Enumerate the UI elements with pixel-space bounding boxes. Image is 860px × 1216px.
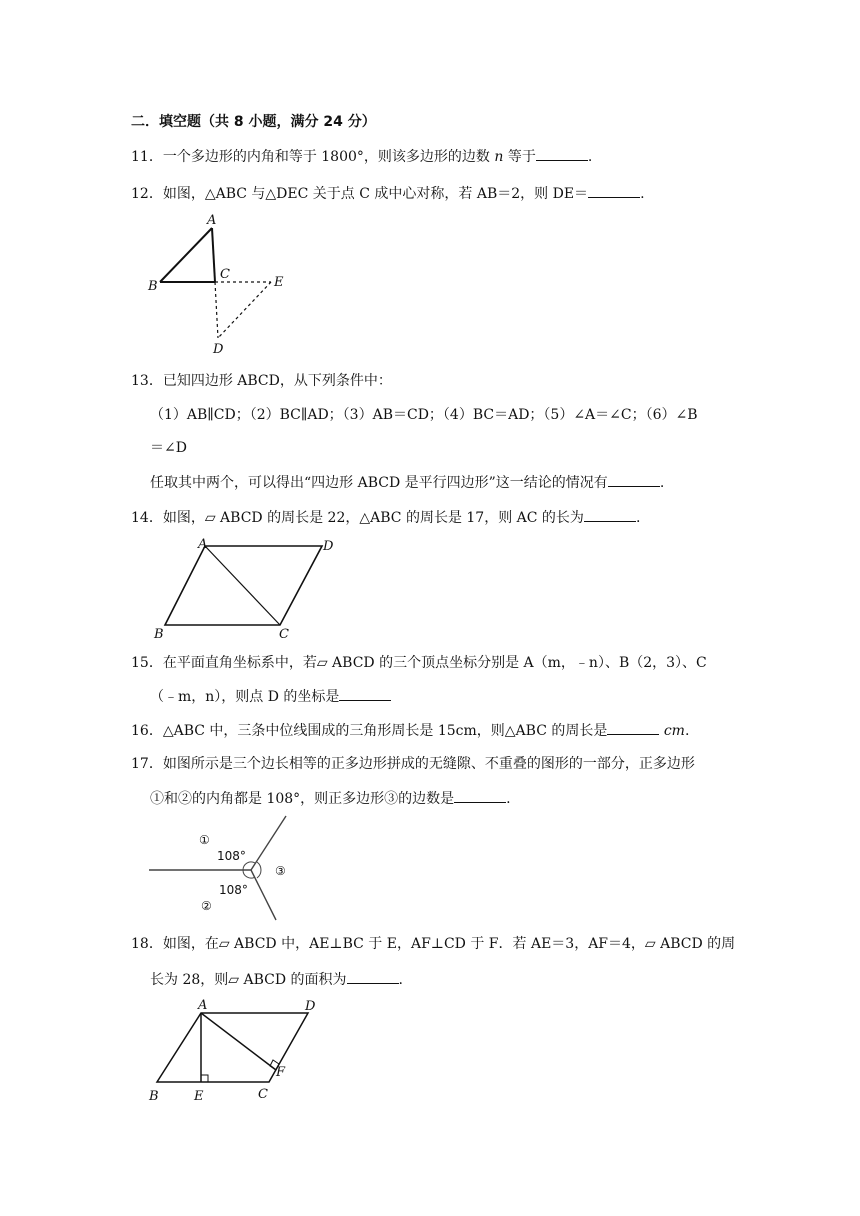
label-E: E [274,275,284,290]
period: . [640,186,645,202]
question-number: 13． [131,373,163,389]
question-11 [131,146,592,167]
polygon-3-label: ③ [275,864,286,878]
figure-q18 [145,994,325,1106]
question-17-cont [150,788,511,809]
question-text: 如图，△ABC 与△DEC 关于点 C 成中心对称，若 AB＝2，则 DE＝ [162,186,589,202]
label-B: B [148,279,158,294]
label-D: D [323,539,334,554]
question-number: 17． [131,756,163,772]
question-13-conditions-cont: ＝∠D [150,440,187,456]
question-12 [131,183,645,204]
figure-q14 [145,532,345,642]
answer-blank [588,183,640,198]
label-C: C [258,1087,268,1102]
question-14 [131,507,640,528]
answer-blank [339,686,391,701]
period: . [635,510,641,526]
polygon-2-label: ② [201,899,212,913]
period: . [506,791,511,807]
label-C: C [220,267,230,282]
label-D: D [213,342,224,357]
answer-blank [584,507,636,522]
question-15 [131,653,707,673]
answer-blank [454,788,506,803]
question-text: 如图，在▱ ABCD 中，AE⊥BC 于 E，AF⊥CD 于 F．若 AE＝3，AF＝4，▱ ABCD 的周 [162,936,736,952]
label-B: B [149,1089,159,1104]
label-A: A [198,537,208,552]
question-13-conditions: （1）AB∥CD；（2）BC∥AD；（3）AB＝CD；（4）BC＝AD；（5）∠A＝∠C；（6）∠B [150,407,698,423]
question-text-end: 等于 [503,149,536,165]
unit: cm [659,723,685,739]
question-text: 已知四边形 ABCD，从下列条件中： [162,373,392,389]
question-number: 15． [131,655,163,671]
angle-label-1: 108° [217,849,246,863]
question-13 [131,371,392,391]
period: . [684,723,690,739]
period: . [398,972,403,988]
question-text: 如图，▱ ABCD 的周长是 22，△ABC 的周长是 17，则 AC 的长为 [162,510,584,526]
question-text: ①和②的内角都是 108°，则正多边形③的边数是 [150,791,455,807]
figure-q17 [145,812,305,924]
answer-blank [347,969,399,984]
label-F: F [276,1065,286,1080]
label-B: B [154,627,164,642]
label-C: C [279,627,289,642]
question-text: （﹣m，n），则点 D 的坐标是 [150,689,340,705]
period: . [659,475,665,491]
question-variable: n [494,149,504,165]
figure-q12 [140,210,300,360]
question-text: 长为 28，则▱ ABCD 的面积为 [150,972,347,988]
question-17 [131,754,695,774]
question-number: 18． [131,936,163,952]
question-text: 如图所示是三个边长相等的正多边形拼成的无缝隙、不重叠的图形的一部分，正多边形 [162,756,695,772]
answer-blank [608,472,660,487]
label-E: E [194,1089,204,1104]
question-number: 11． [131,149,163,165]
angle-label-2: 108° [219,883,248,897]
question-18 [131,934,735,954]
answer-blank [536,146,588,161]
period: . [587,149,593,165]
label-D: D [305,999,316,1014]
question-18-cont [150,969,403,990]
question-number: 12． [131,186,163,202]
question-text: △ABC 中，三条中位线围成的三角形周长是 15cm，则△ABC 的周长是 [162,723,608,739]
label-A: A [207,213,217,228]
polygon-1-label: ① [199,833,210,847]
question-text: 一个多边形的内角和等于 1800°，则该多边形的边数 [162,149,495,165]
label-A: A [198,998,208,1013]
question-16 [131,720,689,741]
question-text: 任取其中两个，可以得出“四边形 ABCD 是平行四边形”这一结论的情况有 [150,475,608,491]
question-number: 14． [131,510,163,526]
section-header: 二．填空题（共 8 小题，满分 24 分） [131,114,376,130]
question-number: 16． [131,723,163,739]
question-13-prompt [150,472,664,493]
answer-blank [607,720,659,735]
question-15-cont [150,686,391,707]
question-text: 在平面直角坐标系中，若▱ ABCD 的三个顶点坐标分别是 A（m，﹣n）、B（2，3）、C [162,655,707,671]
